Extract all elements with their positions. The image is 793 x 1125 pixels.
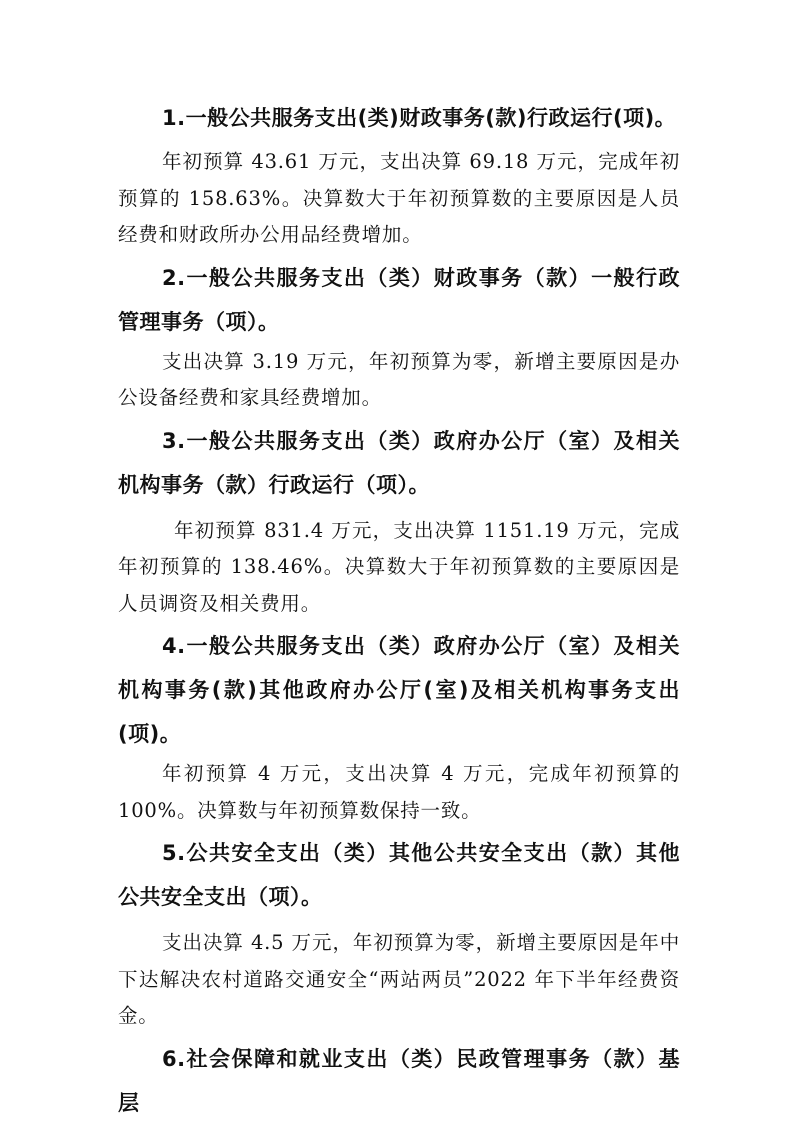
section-1-body: 年初预算 43.61 万元，支出决算 69.18 万元，完成年初预算的 158.63%。决算数大于年初预算数的主要原因是人员经费和财政所办公用品经费增加。	[118, 150, 680, 246]
section-2-heading: 2.一般公共服务支出（类）财政事务（款）一般行政管理事务（项）。	[118, 265, 680, 334]
section-3-heading: 3.一般公共服务支出（类）政府办公厅（室）及相关机构事务（款）行政运行（项）。	[118, 428, 680, 497]
section-2-body: 支出决算 3.19 万元，年初预算为零，新增主要原因是办公设备经费和家具经费增加。	[118, 349, 680, 409]
section-3-body: 年初预算 831.4 万元，支出决算 1151.19 万元，完成年初预算的 138.46%。决算数大于年初预算数的主要原因是人员调资及相关费用。	[118, 518, 680, 615]
section-5-body: 支出决算 4.5 万元，年初预算为零，新增主要原因是年中下达解决农村道路交通安全“两站两员”2022 年下半年经费资金。	[118, 931, 680, 1027]
section-5-heading: 5.公共安全支出（类）其他公共安全支出（款）其他公共安全支出（项）。	[118, 841, 680, 909]
section-4-heading: 4.一般公共服务支出（类）政府办公厅（室）及相关机构事务(款)其他政府办公厅(室)及相关机构事务支出(项)。	[118, 634, 680, 746]
section-1-heading: 1.一般公共服务支出(类)财政事务(款)行政运行(项)。	[162, 106, 677, 130]
document-page	[118, 96, 680, 1125]
section-6-heading: 6.社会保障和就业支出（类）民政管理事务（款）基层	[118, 1046, 680, 1115]
section-4-body: 年初预算 4 万元，支出决算 4 万元，完成年初预算的100%。决算数与年初预算数保持一致。	[118, 762, 680, 822]
